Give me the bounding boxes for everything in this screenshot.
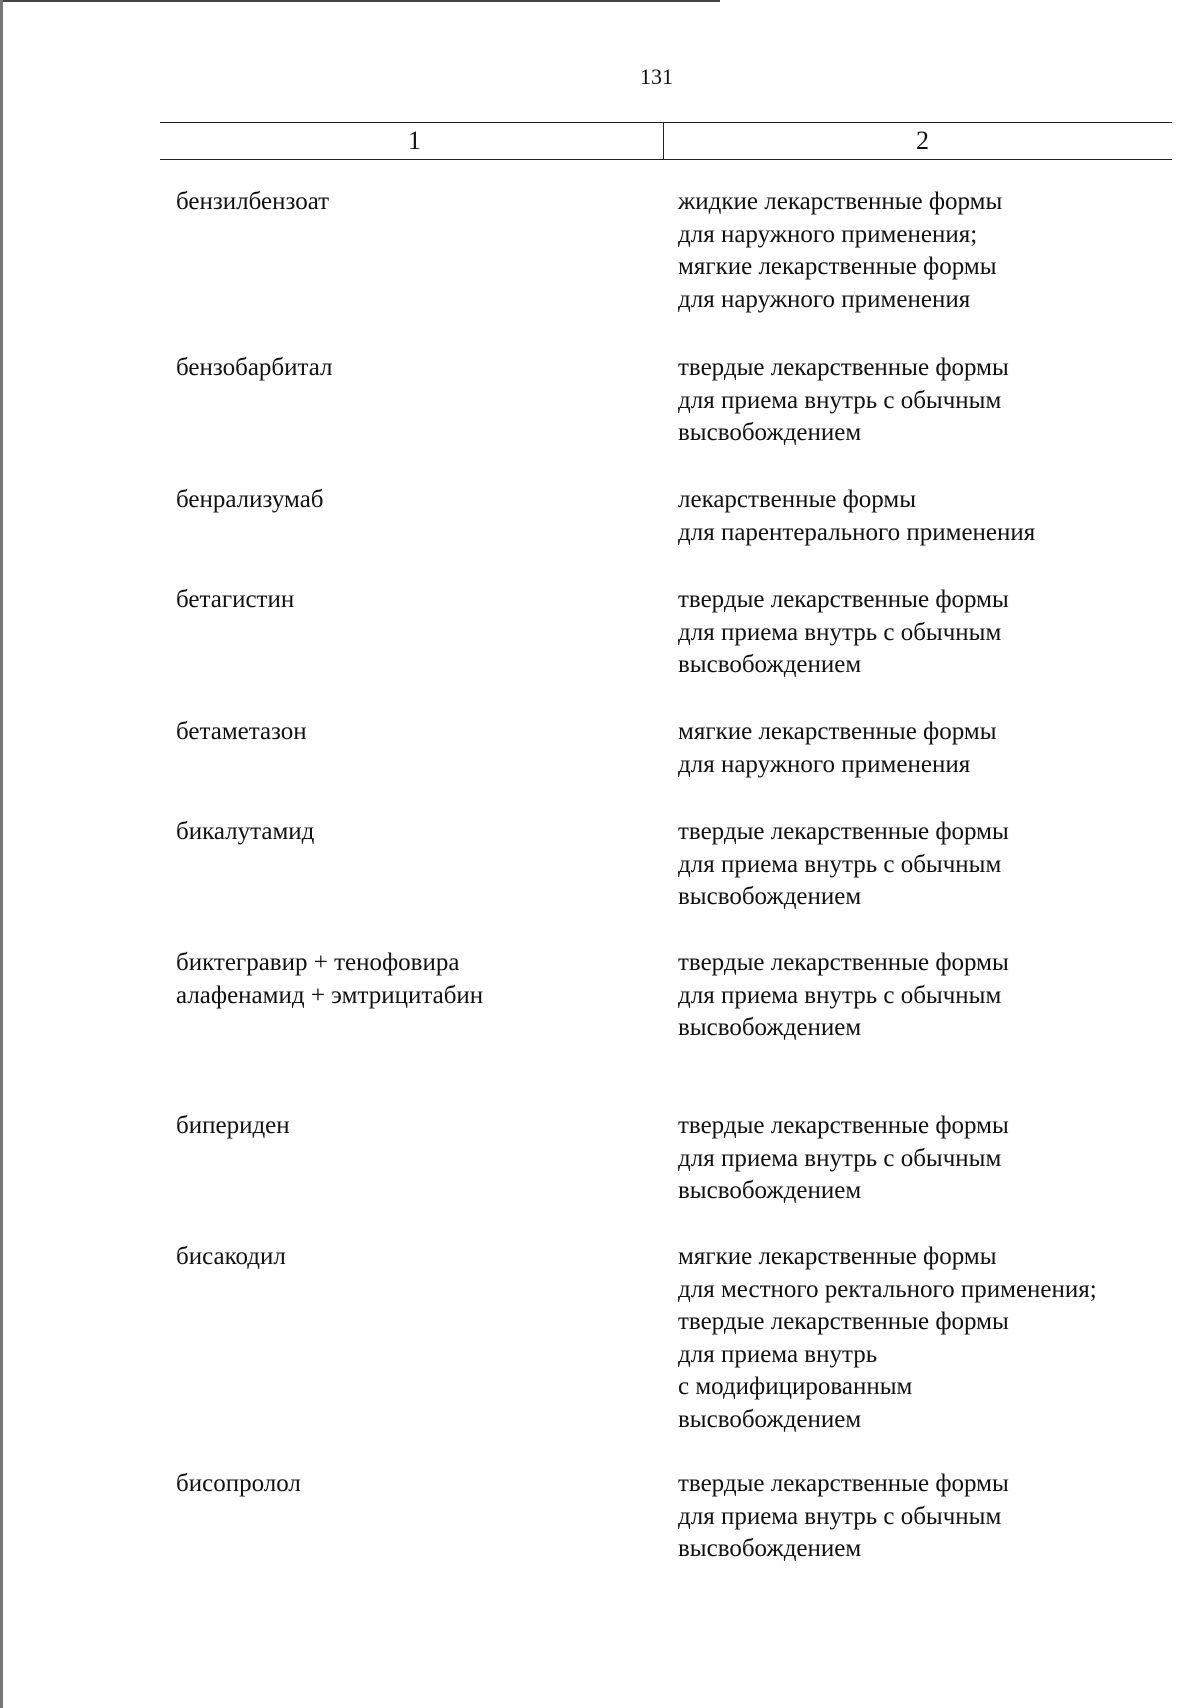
drug-name: бетаметазон	[176, 718, 307, 745]
dosage-forms: твердые лекарственные формы для приема внутрь с обычным высвобождением	[678, 586, 1009, 678]
dosage-forms: жидкие лекарственные формы для наружного применения; мягкие лекарственные формы для наружного применения	[678, 188, 1003, 313]
dosage-forms: твердые лекарственные формы для приема внутрь с обычным высвобождением	[678, 1470, 1009, 1562]
drug-name: бетагистин	[176, 586, 295, 613]
dosage-forms: лекарственные формы для парентерального применения	[678, 486, 1036, 546]
dosage-forms: мягкие лекарственные формы для местного ректального применения; твердые лекарственные формы для приема внутрь с модифицированным высвобождением	[678, 1243, 1097, 1433]
drug-name: биктегравир + тенофовира алафенамид + эмтрицитабин	[176, 949, 484, 1009]
page-number: 131	[640, 64, 673, 89]
dosage-forms: мягкие лекарственные формы для наружного применения	[678, 718, 997, 778]
drug-name: бисакодил	[176, 1243, 286, 1270]
drug-name: бисопролол	[176, 1470, 301, 1497]
drug-name: бензилбензоат	[176, 188, 330, 215]
column-header-1: 1	[408, 126, 421, 155]
drug-name: бикалутамид	[176, 818, 315, 845]
dosage-forms: твердые лекарственные формы для приема внутрь с обычным высвобождением	[678, 354, 1009, 446]
drug-name: бензобарбитал	[176, 354, 333, 381]
drug-name: бипериден	[176, 1112, 290, 1139]
dosage-forms: твердые лекарственные формы для приема внутрь с обычным высвобождением	[678, 818, 1009, 910]
drug-name: бенрализумаб	[176, 486, 324, 513]
dosage-forms: твердые лекарственные формы для приема внутрь с обычным высвобождением	[678, 949, 1009, 1041]
column-header-2: 2	[916, 126, 929, 155]
dosage-forms: твердые лекарственные формы для приема внутрь с обычным высвобождением	[678, 1112, 1009, 1204]
